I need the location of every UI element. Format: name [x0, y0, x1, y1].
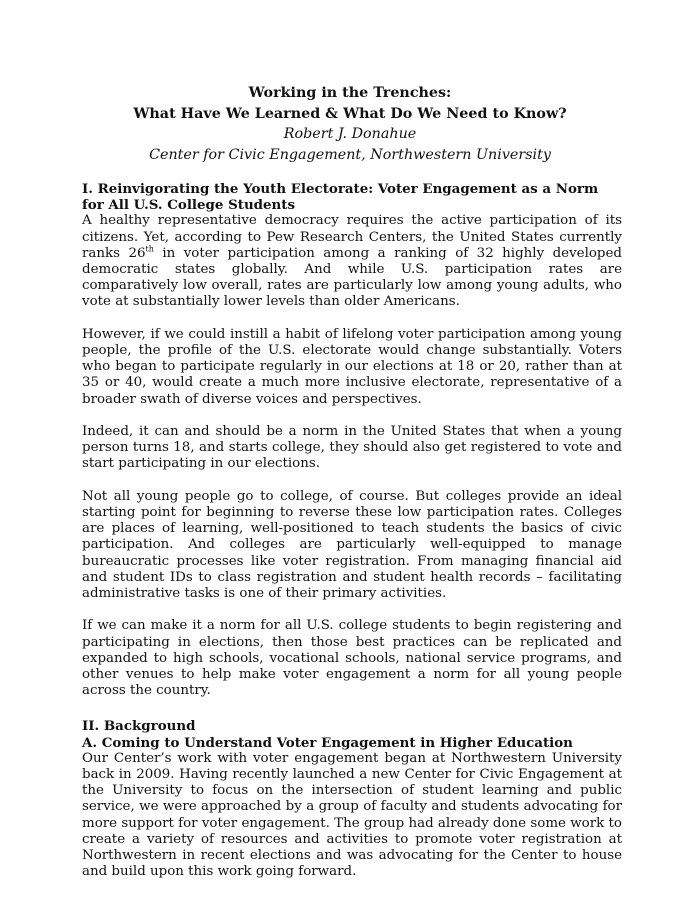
paragraph-text: A healthy representative democracy requires the active participation of its citizens. Yet, according to Pew Research Centers, the United States currently ranks 26: [82, 213, 622, 261]
section-1-paragraph-5: If we can make it a norm for all U.S. college students to begin registering and participating in elections, then those best practices can be replicated and expanded to high schools, vocational schools, national service programs, and other venues to help make voter engagement a norm for all young people across the country.: [82, 618, 622, 699]
section-1-paragraph-4: Not all young people go to college, of course. But colleges provide an ideal starting point for beginning to reverse these low participation rates. Colleges are places of learning, well-positioned to teach students the basics of civic participation. And colleges are particularly well-equipped to manage bureaucratic processes like voter registration. From managing financial aid and student IDs to class registration and student health records – facilitating administrative tasks is one of their primary activities.: [82, 488, 622, 602]
section-2a-subheading: A. Coming to Understand Voter Engagement in Higher Education: [82, 734, 573, 751]
paragraph-text: in voter participation among a ranking of 32 highly developed democratic states globally. And while U.S. participation rates are comparatively low overall, rates are particularly low among young adults, who vote at substantially lower levels than older Americans.: [82, 245, 622, 310]
superscript-ordinal: th: [145, 244, 154, 254]
section-1-paragraph-1: [82, 213, 622, 310]
author-name: Robert J. Donahue: [283, 126, 417, 142]
title-line-2: What Have We Learned & What Do We Need to Know?: [133, 105, 567, 122]
section-1-paragraph-3: Indeed, it can and should be a norm in the United States that when a young person turns 18, and starts college, they should also get registered to vote and start participating in our elections.: [82, 424, 622, 472]
title-block: [0, 83, 700, 165]
section-1-heading: I. Reinvigorating the Youth Electorate: Voter Engagement as a Norm for All U.S. College Students: [82, 181, 599, 214]
section-1-paragraph-2: However, if we could instill a habit of lifelong voter participation among young people, the profile of the U.S. electorate would change substantially. Voters who began to participate regularly in our elections at 18 or 20, rather than at 35 or 40, would create a much more inclusive electorate, representative of a broader swath of diverse voices and perspectives.: [82, 326, 622, 407]
section-2-heading: II. Background: [82, 718, 196, 735]
title-line-1: Working in the Trenches:: [248, 85, 452, 101]
document-body: [82, 181, 622, 880]
author-affiliation: Center for Civic Engagement, Northwestern University: [149, 146, 551, 163]
section-2-paragraph-1: Our Center’s work with voter engagement began at Northwestern University back in 2009. Having recently launched a new Center for Civic Engagement at the University to focus on the intersection of student learning and public service, we were approached by a group of faculty and students advocating for more support for voter engagement. The group had already done some work to create a variety of resources and activities to promote voter registration at Northwestern in recent elections and was advocating for the Center to house and build upon this work going forward.: [82, 750, 622, 880]
